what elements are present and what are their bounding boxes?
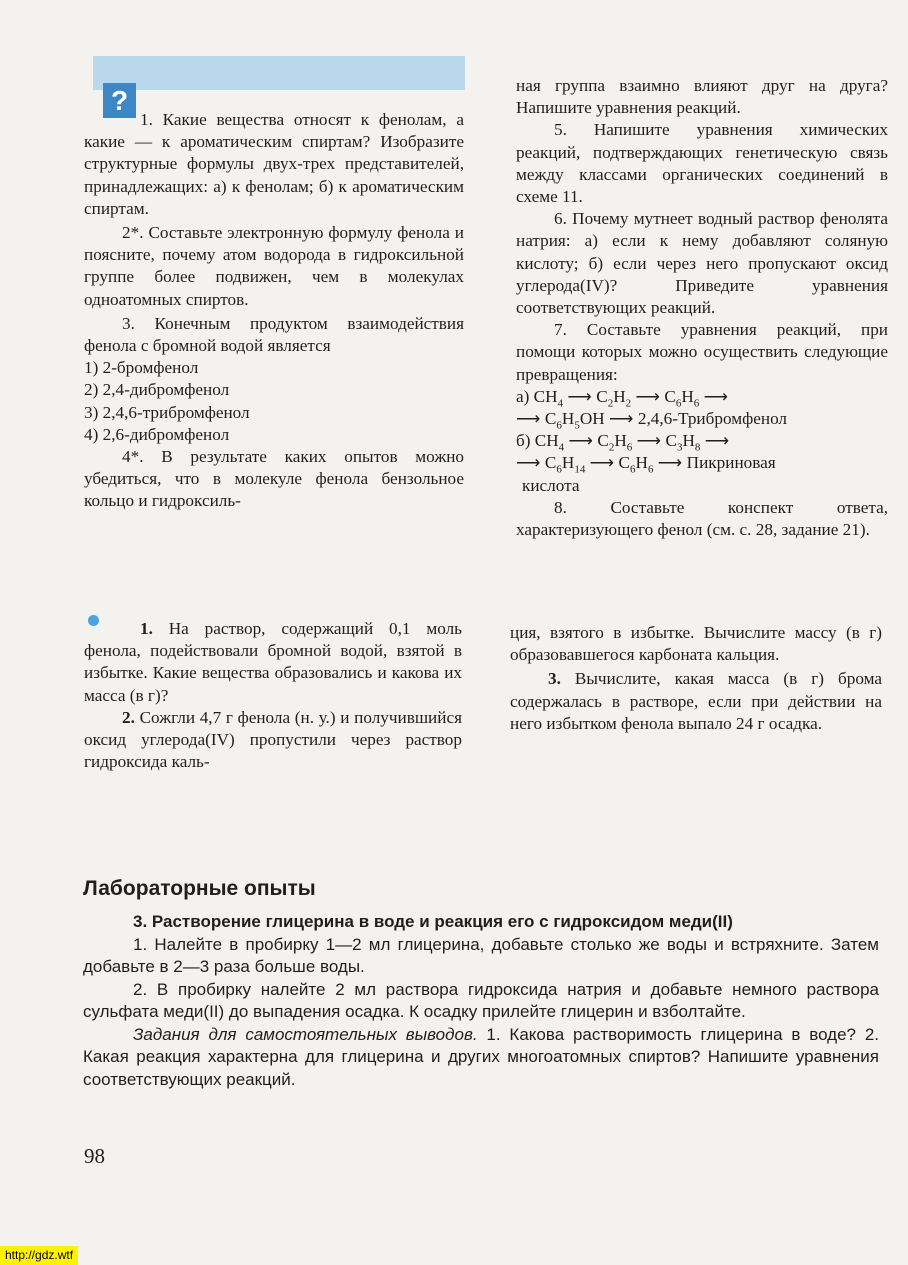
lab-step-1: 1. Налейте в пробирку 1—2 мл глицерина, добавьте столько же воды и встряхните. Затем добавьте в 2—3 раза больше воды. (83, 934, 879, 976)
question-2: 2*. Составьте электронную формулу фенола и поясните, почему атом водорода в гидроксильной группе более подвижен, чем в молекулах одноатомных спиртов. (84, 223, 464, 309)
left-questions-column (84, 109, 464, 513)
task-1: 1. На раствор, содержащий 0,1 моль фенола, подействовали бромной водой, взятой в избытке. Какие вещества образовались и какова их масса (в г)? (84, 619, 462, 705)
right-tasks-column (510, 622, 882, 735)
question-7: 7. Составьте уравнения реакций, при помощи которых можно осуществить следующие превращения: (516, 320, 888, 384)
left-tasks-column (84, 618, 462, 773)
question-3-option: 4) 2,6-дибромфенол (84, 424, 230, 444)
task-3: 3. Вычислите, какая масса (в г) брома содержалась в растворе, если при действии на него избытком фенола выпало 24 г осадка. (510, 669, 882, 733)
question-4-start: 4*. В результате каких опытов можно убедиться, что в молекуле фенола бензольное кольцо и гидроксиль- (84, 447, 464, 511)
right-questions-column (516, 75, 888, 541)
question-8: 8. Составьте конспект ответа, характеризующего фенол (см. с. 28, задание 21). (516, 497, 888, 540)
lab-section (83, 876, 879, 1091)
lab-step-2: 2. В пробирку налейте 2 мл раствора гидроксида натрия и добавьте немного раствора сульфата меди(II) до выпадения осадка. К осадку прилейте глицерин и взболтайте. (83, 979, 879, 1021)
questions-header-band (93, 56, 465, 90)
question-3-option: 2) 2,4-дибромфенол (84, 380, 230, 400)
task-2: 2. Сожгли 4,7 г фенола (н. у.) и получившийся оксид углерода(IV) пропустили через раствор гидроксида каль- (84, 707, 462, 772)
question-5: 5. Напишите уравнения химических реакций, подтверждающих генетическую связь между классами органических соединений в схеме 11. (516, 120, 888, 207)
question-4-end: ная группа взаимно влияют друг на друга? Напишите уравнения реакций. (516, 76, 888, 118)
lab-heading: Лабораторные опыты (83, 877, 316, 900)
question-mark-icon: ? (103, 83, 136, 118)
question-3: 3. Конечным продуктом взаимодействия фенола с бромной водой является (84, 313, 464, 356)
watermark-link[interactable]: http://gdz.wtf (0, 1246, 78, 1265)
scheme-b-line-3: кислота (522, 475, 580, 495)
scheme-a-line-2: ⟶ $C_6H_5OH$ ⟶ 2,4,6-Трибромфенол (516, 409, 788, 432)
task-2-end: ция, взятого в избытке. Вычислите массу (в г) образовавшегося карбоната кальция. (510, 623, 882, 665)
question-3-option: 3) 2,4,6-трибромфенол (84, 402, 250, 422)
lab-tasks: Задания для самостоятельных выводов. 1. Какова растворимость глицерина в воде? 2. Какая реакция характерна для глицерина и других многоатомных спиртов? Напишите уравнения соответствующих реакций. (83, 1024, 879, 1089)
question-3-option: 1) 2-бромфенол (84, 358, 199, 378)
page-number: 98 (84, 1144, 105, 1168)
question-6: 6. Почему мутнеет водный раствор фенолята натрия: а) если к нему добавляют соляную кислоту; б) если через него пропускают оксид углерода(IV)? Приведите уравнения соответствующих реакций. (516, 209, 888, 318)
scheme-b-line-1: б) $CH_4$ ⟶ $C_2H_6$ ⟶ $C_3H_8$ ⟶ (516, 431, 730, 454)
scheme-b-line-2: ⟶ $C_6H_{14}$ ⟶ $C_6H_6$ ⟶ Пикриновая (516, 453, 776, 476)
lab-subheading: 3. Растворение глицерина в воде и реакция его с гидроксидом меди(II) (133, 912, 733, 931)
scheme-a-line-1: а) $CH_4$ ⟶ $C_2H_2$ ⟶ $C_6H_6$ ⟶ (516, 386, 729, 410)
question-1: 1. Какие вещества относят к фенолам, а какие — к ароматическим спиртам? Изобразите структурные формулы двух-трех представителей, принадлежащих: а) к фенолам; б) к ароматическим спиртам. (84, 110, 464, 218)
